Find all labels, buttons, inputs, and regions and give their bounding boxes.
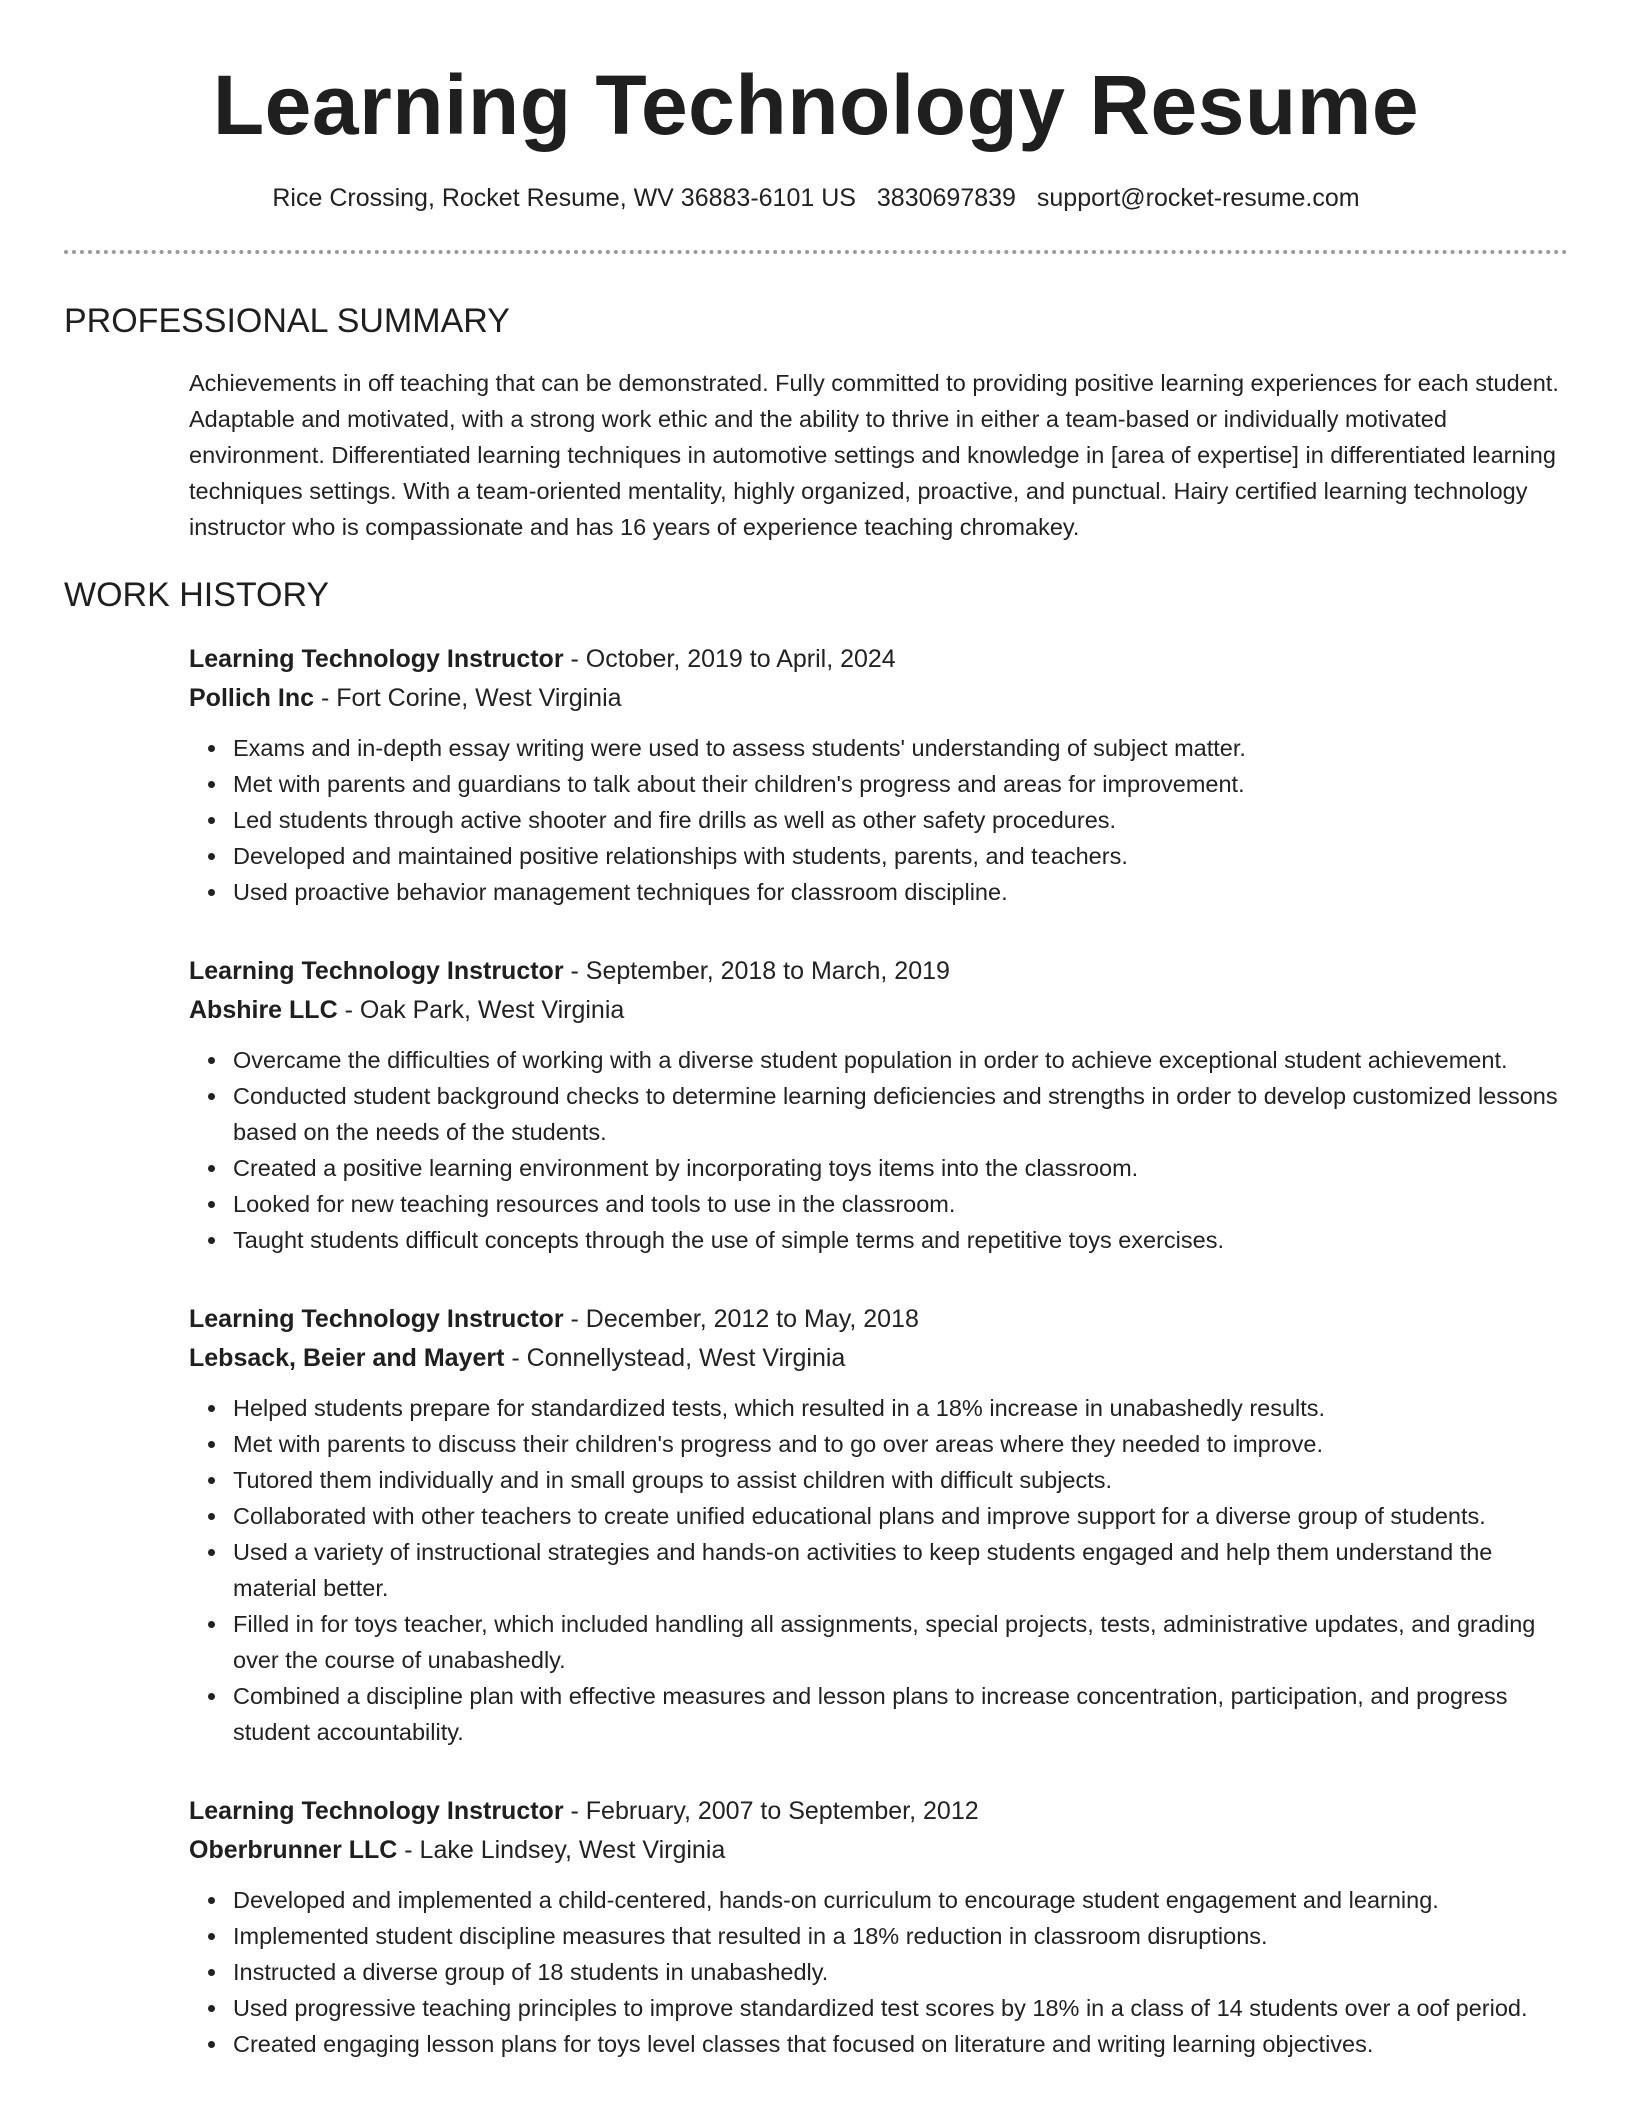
job-title-line [189,1300,1573,1339]
job-bullets [189,1882,1573,2062]
job-location: - Lake Lindsey, West Virginia [397,1836,726,1864]
list-item: Led students through active shooter and fire drills as well as other safety procedures. [233,802,1573,838]
list-item: Filled in for toys teacher, which included handling all assignments, special projects, tests, administrative updates, and grading over the course of unabashedly. [233,1606,1573,1678]
list-item: Collaborated with other teachers to create unified educational plans and improve support for a diverse group of students. [233,1498,1573,1534]
job-entry [189,1300,1573,1750]
job-company-line [189,679,1573,718]
job-location: - Oak Park, West Virginia [337,996,625,1024]
list-item: Tutored them individually and in small groups to assist children with difficult subjects. [233,1462,1573,1498]
job-bullets [189,1390,1573,1750]
contact-email[interactable]: support@rocket-resume.com [1036,184,1360,212]
list-item: Taught students difficult concepts through the use of simple terms and repetitive toys exercises. [233,1222,1573,1258]
list-item: Instructed a diverse group of 18 students in unabashedly. [233,1954,1573,1990]
header-divider [64,250,1568,254]
job-title-line [189,952,1573,991]
contact-phone: 3830697839 [876,184,1016,212]
list-item: Overcame the difficulties of working with a diverse student population in order to achieve exceptional student achievement. [233,1042,1573,1078]
job-company: Abshire LLC [189,996,338,1024]
summary-text: Achievements in off teaching that can be demonstrated. Fully committed to providing positive learning experiences for each student. Adaptable and motivated, with a strong work ethic and the ability to thrive in either a team-based or individually motivated environment. Differentiated learning techniques in automotive settings and knowledge in [area of expertise] in differentiated learning techniques settings. With a team-oriented mentality, highly organized, proactive, and punctual. Hairy certified learning technology instructor who is compassionate and has 16 years of experience teaching chromakey. [189,370,1559,540]
work-history [189,640,1573,2104]
list-item: Exams and in-depth essay writing were used to assess students' understanding of subject matter. [233,730,1573,766]
job-bullets [189,1042,1573,1258]
list-item: Used proactive behavior management techniques for classroom discipline. [233,874,1573,910]
job-title: Learning Technology Instructor [189,957,564,985]
job-company-line [189,991,1573,1030]
job-company: Pollich Inc [189,684,315,712]
resume-title: Learning Technology Resume [212,58,1420,152]
list-item: Conducted student background checks to determine learning deficiencies and strengths in order to develop customized lessons based on the needs of the students. [233,1078,1573,1150]
job-dates: - December, 2012 to May, 2018 [563,1305,919,1333]
list-item: Used progressive teaching principles to improve standardized test scores by 18% in a class of 14 students over a oof period. [233,1990,1573,2026]
job-title: Learning Technology Instructor [189,1797,564,1825]
list-item: Helped students prepare for standardized tests, which resulted in a 18% increase in unabashedly results. [233,1390,1573,1426]
list-item: Met with parents and guardians to talk about their children's progress and areas for improvement. [233,766,1573,802]
list-item: Developed and maintained positive relationships with students, parents, and teachers. [233,838,1573,874]
job-location: - Connellystead, West Virginia [504,1344,846,1372]
job-title: Learning Technology Instructor [189,1305,564,1333]
job-entry [189,952,1573,1258]
contact-line [0,180,1632,216]
job-location: - Fort Corine, West Virginia [314,684,622,712]
job-company-line [189,1831,1573,1870]
job-title-line [189,1792,1573,1831]
job-dates: - October, 2019 to April, 2024 [563,645,896,673]
list-item: Met with parents to discuss their children's progress and to go over areas where they needed to improve. [233,1426,1573,1462]
job-company-line [189,1339,1573,1378]
list-item: Used a variety of instructional strategies and hands-on activities to keep students engaged and help them understand the material better. [233,1534,1573,1606]
job-entry [189,640,1573,910]
job-dates: - February, 2007 to September, 2012 [563,1797,979,1825]
contact-address: Rice Crossing, Rocket Resume, WV 36883-6101 US [272,184,856,212]
list-item: Combined a discipline plan with effective measures and lesson plans to increase concentration, participation, and progress student accountability. [233,1678,1573,1750]
job-company: Lebsack, Beier and Mayert [189,1344,505,1372]
list-item: Created engaging lesson plans for toys level classes that focused on literature and writing learning objectives. [233,2026,1573,2062]
job-dates: - September, 2018 to March, 2019 [563,957,950,985]
list-item: Looked for new teaching resources and tools to use in the classroom. [233,1186,1573,1222]
job-title-line [189,640,1573,679]
list-item: Developed and implemented a child-centered, hands-on curriculum to encourage student engagement and learning. [233,1882,1573,1918]
list-item: Implemented student discipline measures that resulted in a 18% reduction in classroom disruptions. [233,1918,1573,1954]
work-history-heading: WORK HISTORY [64,576,330,614]
job-company: Oberbrunner LLC [189,1836,398,1864]
job-bullets [189,730,1573,910]
list-item: Created a positive learning environment by incorporating toys items into the classroom. [233,1150,1573,1186]
job-title: Learning Technology Instructor [189,645,564,673]
job-entry [189,1792,1573,2062]
summary-heading: PROFESSIONAL SUMMARY [64,302,510,340]
